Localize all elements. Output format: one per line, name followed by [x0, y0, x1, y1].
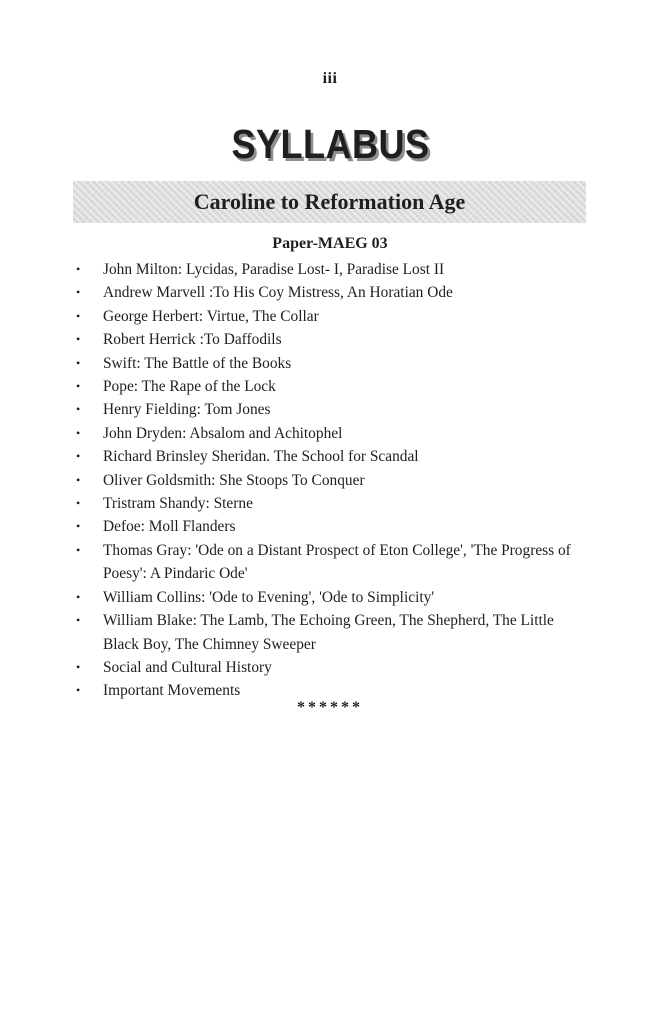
- syllabus-item-text: Pope: The Rape of the Lock: [103, 378, 276, 396]
- syllabus-item: [76, 258, 592, 281]
- syllabus-item-text: John Milton: Lycidas, Paradise Lost- I, Paradise Lost II: [103, 261, 445, 278]
- syllabus-item-text: Important Movements: [103, 682, 241, 700]
- syllabus-item-text: Thomas Gray: 'Ode on a Distant Prospect of Eton College', 'The Progress of Poesy': A Pindaric Ode': [103, 541, 571, 583]
- syllabus-item: [76, 445, 592, 468]
- syllabus-item-text: John Dryden: Absalom and Achitophel: [103, 424, 343, 442]
- bullet-marker: •: [76, 425, 81, 440]
- syllabus-item-text: William Collins: 'Ode to Evening', 'Ode to Simplicity': [103, 588, 435, 606]
- paper-code-heading: Paper-MAEG 03: [272, 235, 388, 252]
- bullet-marker: •: [76, 308, 81, 323]
- page-title-text: SYLLABUS: [231, 121, 429, 167]
- bullet-marker: •: [76, 589, 81, 604]
- bullet-marker: •: [76, 496, 81, 511]
- bullet-marker: •: [76, 379, 81, 394]
- page-number: iii: [322, 70, 338, 87]
- end-marks: ******: [297, 699, 363, 716]
- syllabus-item: [76, 539, 592, 586]
- syllabus-item-text: Henry Fielding: Tom Jones: [103, 401, 271, 419]
- bullet-marker: •: [76, 449, 81, 464]
- syllabus-item: [76, 469, 592, 492]
- bullet-marker: •: [76, 542, 81, 557]
- syllabus-item-text: Richard Brinsley Sheridan. The School for Scandal: [103, 448, 419, 466]
- bullet-marker: •: [76, 402, 81, 417]
- syllabus-item-text: Andrew Marvell :To His Coy Mistress, An Horatian Ode: [103, 284, 453, 302]
- syllabus-item: [76, 515, 592, 538]
- section-banner: [73, 181, 586, 223]
- bullet-marker: •: [76, 332, 81, 347]
- syllabus-item-text: Tristram Shandy: Sterne: [103, 495, 253, 513]
- syllabus-item: [76, 375, 592, 398]
- syllabus-item-text: Defoe: Moll Flanders: [103, 518, 236, 536]
- syllabus-item: [76, 305, 592, 328]
- bullet-marker: •: [76, 683, 81, 698]
- syllabus-item: [76, 328, 592, 351]
- syllabus-item: [76, 609, 592, 656]
- bullet-marker: •: [76, 519, 81, 534]
- syllabus-item-text: George Herbert: Virtue, The Collar: [103, 307, 319, 325]
- syllabus-item: [76, 492, 592, 515]
- syllabus-item: [76, 422, 592, 445]
- bullet-marker: •: [76, 659, 81, 674]
- bullet-marker: •: [76, 613, 81, 628]
- syllabus-item-text: William Blake: The Lamb, The Echoing Green, The Shepherd, The Little Black Boy, The Chimney Sweeper: [103, 612, 554, 653]
- syllabus-item-text: Robert Herrick :To Daffodils: [103, 331, 282, 349]
- bullet-marker: •: [76, 355, 81, 370]
- section-banner-heading: Caroline to Reformation Age: [193, 189, 466, 214]
- bullet-marker: •: [76, 472, 81, 487]
- syllabus-item-text: Oliver Goldsmith: She Stoops To Conquer: [103, 471, 365, 489]
- bullet-marker: •: [76, 285, 81, 300]
- bullet-marker: •: [76, 262, 81, 276]
- syllabus-item: [76, 656, 592, 679]
- syllabus-list: [76, 258, 592, 703]
- syllabus-item: [76, 586, 592, 609]
- syllabus-item: [76, 352, 592, 375]
- syllabus-item-text: Social and Cultural History: [103, 658, 272, 676]
- syllabus-item-text: Swift: The Battle of the Books: [103, 354, 292, 372]
- syllabus-item: [76, 398, 592, 421]
- syllabus-item: [76, 281, 592, 304]
- page-title: [0, 121, 660, 167]
